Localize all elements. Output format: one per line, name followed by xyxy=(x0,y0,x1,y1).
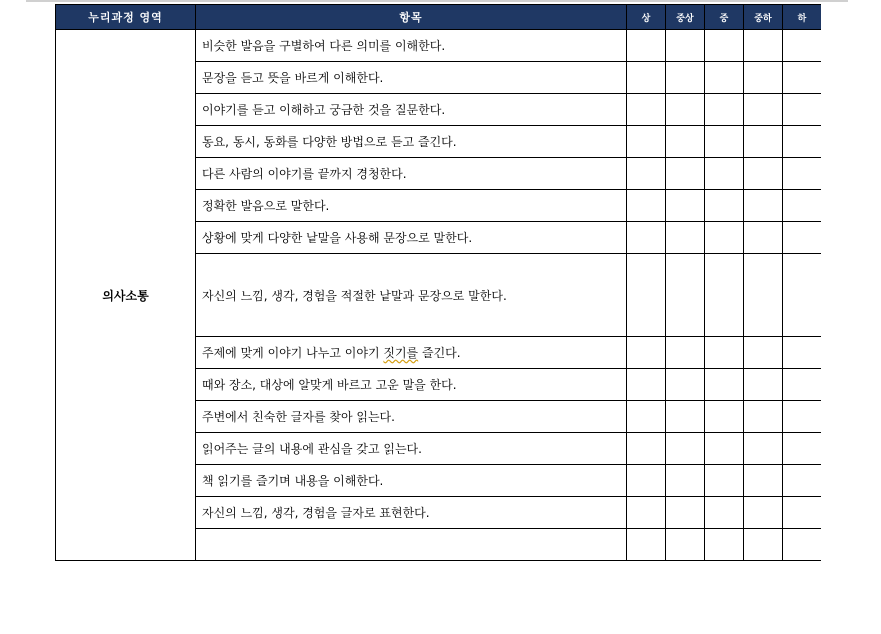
item-cell: 정확한 발음으로 말한다. xyxy=(196,190,627,222)
rating-cell-mid[interactable] xyxy=(705,30,744,62)
rating-cell-mid-low[interactable] xyxy=(744,62,783,94)
item-cell xyxy=(196,337,627,369)
rating-cell-mid[interactable] xyxy=(705,126,744,158)
item-cell: 자신의 느낌, 생각, 경험을 적절한 낱말과 문장으로 말한다. xyxy=(196,254,627,337)
rating-cell-mid-high[interactable] xyxy=(666,337,705,369)
item-cell: 동요, 동시, 동화를 다양한 방법으로 듣고 즐긴다. xyxy=(196,126,627,158)
rating-cell-mid[interactable] xyxy=(705,497,744,529)
rating-cell-high[interactable] xyxy=(627,254,666,337)
area-cell-communication: 의사소통 xyxy=(56,30,196,561)
rating-cell-mid[interactable] xyxy=(705,369,744,401)
rating-cell-mid-low[interactable] xyxy=(744,369,783,401)
rating-cell-mid[interactable] xyxy=(705,465,744,497)
rating-cell-mid-high[interactable] xyxy=(666,158,705,190)
rating-cell-low[interactable] xyxy=(783,126,822,158)
rating-cell-mid[interactable] xyxy=(705,433,744,465)
item-text-before: 주제에 맞게 이야기 나누고 이야기 xyxy=(202,346,384,360)
rating-cell-mid-high[interactable] xyxy=(666,190,705,222)
rating-cell-mid[interactable] xyxy=(705,337,744,369)
rating-cell-mid-high[interactable] xyxy=(666,254,705,337)
rating-cell-low[interactable] xyxy=(783,337,822,369)
rating-cell-low[interactable] xyxy=(783,222,822,254)
rating-cell-mid-high[interactable] xyxy=(666,369,705,401)
rating-cell-mid-low[interactable] xyxy=(744,465,783,497)
rating-cell-low[interactable] xyxy=(783,529,822,561)
rating-cell-mid-low[interactable] xyxy=(744,30,783,62)
item-cell-empty xyxy=(196,529,627,561)
item-cell: 상황에 맞게 다양한 낱말을 사용해 문장으로 말한다. xyxy=(196,222,627,254)
rating-cell-mid-high[interactable] xyxy=(666,433,705,465)
rating-cell-mid[interactable] xyxy=(705,94,744,126)
rating-cell-high[interactable] xyxy=(627,369,666,401)
rating-cell-low[interactable] xyxy=(783,401,822,433)
rating-cell-mid-high[interactable] xyxy=(666,222,705,254)
header-rating-mid-low: 중하 xyxy=(744,5,783,30)
rating-cell-low[interactable] xyxy=(783,30,822,62)
rating-cell-mid-low[interactable] xyxy=(744,158,783,190)
rating-cell-mid-low[interactable] xyxy=(744,529,783,561)
rating-cell-mid[interactable] xyxy=(705,401,744,433)
rating-cell-mid-high[interactable] xyxy=(666,497,705,529)
header-rating-mid: 중 xyxy=(705,5,744,30)
rating-cell-high[interactable] xyxy=(627,190,666,222)
header-rating-mid-high: 중상 xyxy=(666,5,705,30)
header-area: 누리과정 영역 xyxy=(56,5,196,30)
rating-cell-low[interactable] xyxy=(783,369,822,401)
rating-cell-low[interactable] xyxy=(783,433,822,465)
rating-cell-high[interactable] xyxy=(627,529,666,561)
rating-cell-mid-low[interactable] xyxy=(744,222,783,254)
item-cell: 때와 장소, 대상에 알맞게 바르고 고운 말을 한다. xyxy=(196,369,627,401)
item-cell: 주변에서 친숙한 글자를 찾아 읽는다. xyxy=(196,401,627,433)
rating-cell-high[interactable] xyxy=(627,62,666,94)
rating-cell-mid[interactable] xyxy=(705,62,744,94)
rating-cell-mid-high[interactable] xyxy=(666,62,705,94)
rating-cell-mid-high[interactable] xyxy=(666,30,705,62)
table-header-row xyxy=(56,5,822,30)
rating-cell-mid-low[interactable] xyxy=(744,497,783,529)
rating-cell-high[interactable] xyxy=(627,465,666,497)
rating-cell-mid-high[interactable] xyxy=(666,126,705,158)
rating-cell-mid[interactable] xyxy=(705,190,744,222)
rating-cell-mid[interactable] xyxy=(705,254,744,337)
rating-cell-mid-high[interactable] xyxy=(666,401,705,433)
header-rating-high: 상 xyxy=(627,5,666,30)
rating-cell-low[interactable] xyxy=(783,62,822,94)
rating-cell-mid-high[interactable] xyxy=(666,94,705,126)
rating-cell-mid-low[interactable] xyxy=(744,337,783,369)
item-cell: 책 읽기를 즐기며 내용을 이해한다. xyxy=(196,465,627,497)
rating-cell-low[interactable] xyxy=(783,190,822,222)
rating-cell-high[interactable] xyxy=(627,222,666,254)
rating-cell-mid-high[interactable] xyxy=(666,529,705,561)
rating-cell-high[interactable] xyxy=(627,337,666,369)
rating-cell-low[interactable] xyxy=(783,465,822,497)
rating-cell-low[interactable] xyxy=(783,94,822,126)
rating-cell-high[interactable] xyxy=(627,497,666,529)
item-cell: 비슷한 발음을 구별하여 다른 의미를 이해한다. xyxy=(196,30,627,62)
item-cell: 읽어주는 글의 내용에 관심을 갖고 읽는다. xyxy=(196,433,627,465)
rating-cell-high[interactable] xyxy=(627,401,666,433)
header-item: 항목 xyxy=(196,5,627,30)
rating-cell-mid[interactable] xyxy=(705,222,744,254)
rating-cell-mid[interactable] xyxy=(705,529,744,561)
rating-cell-high[interactable] xyxy=(627,30,666,62)
document-page xyxy=(55,4,821,634)
rating-cell-mid-low[interactable] xyxy=(744,254,783,337)
item-cell: 다른 사람의 이야기를 끝까지 경청한다. xyxy=(196,158,627,190)
rating-cell-mid-low[interactable] xyxy=(744,126,783,158)
rating-cell-low[interactable] xyxy=(783,254,822,337)
rating-cell-mid-low[interactable] xyxy=(744,190,783,222)
table-row xyxy=(56,30,822,62)
evaluation-checklist-table xyxy=(55,4,821,561)
item-cell: 이야기를 듣고 이해하고 궁금한 것을 질문한다. xyxy=(196,94,627,126)
header-rating-low: 하 xyxy=(783,5,822,30)
rating-cell-high[interactable] xyxy=(627,126,666,158)
rating-cell-high[interactable] xyxy=(627,94,666,126)
item-cell: 문장을 듣고 뜻을 바르게 이해한다. xyxy=(196,62,627,94)
rating-cell-high[interactable] xyxy=(627,433,666,465)
page-top-rule xyxy=(26,0,848,2)
item-cell: 자신의 느낌, 생각, 경험을 글자로 표현한다. xyxy=(196,497,627,529)
rating-cell-low[interactable] xyxy=(783,497,822,529)
item-text-after: 즐긴다. xyxy=(418,346,461,360)
rating-cell-high[interactable] xyxy=(627,158,666,190)
rating-cell-mid-low[interactable] xyxy=(744,94,783,126)
rating-cell-mid[interactable] xyxy=(705,158,744,190)
spellcheck-marked-word: 짓기를 xyxy=(383,346,419,360)
rating-cell-low[interactable] xyxy=(783,158,822,190)
rating-cell-mid-low[interactable] xyxy=(744,433,783,465)
rating-cell-mid-high[interactable] xyxy=(666,465,705,497)
rating-cell-mid-low[interactable] xyxy=(744,401,783,433)
